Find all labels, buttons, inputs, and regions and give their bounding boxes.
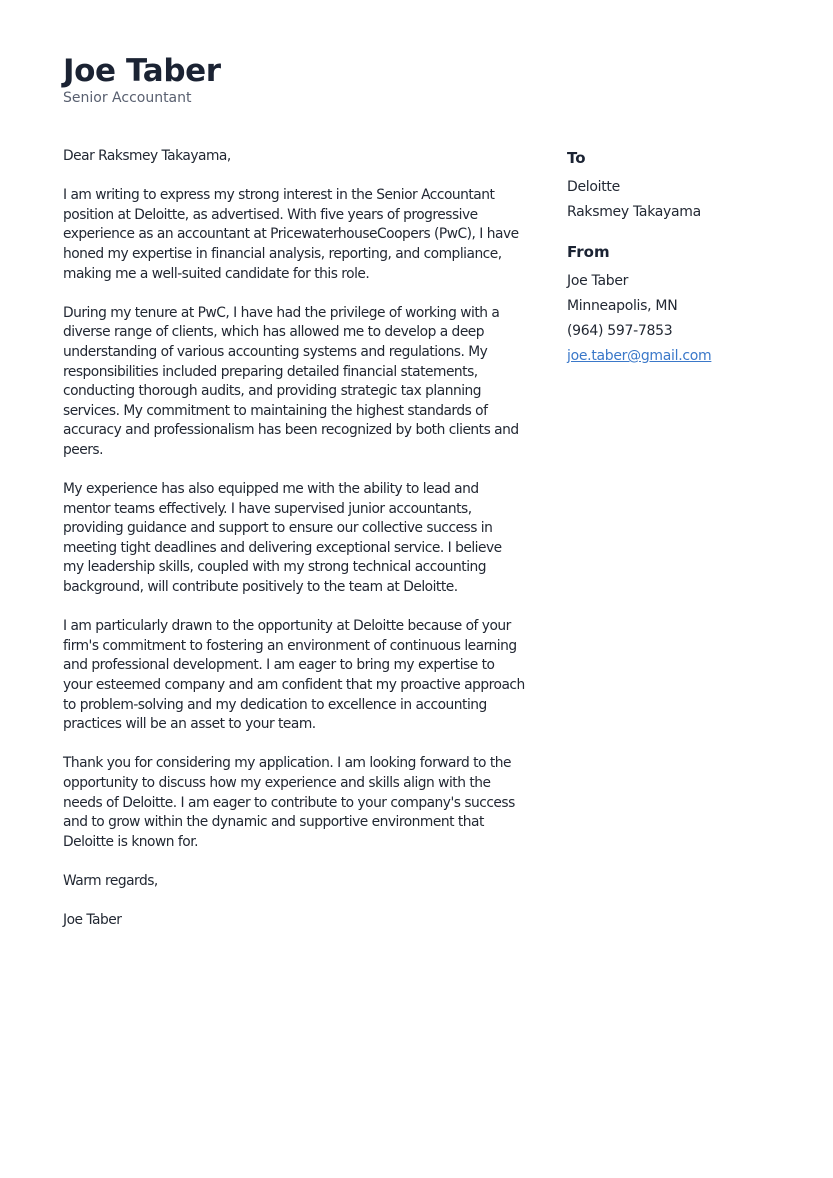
signature: Joe Taber <box>63 912 122 929</box>
sender-email-link[interactable]: joe.taber@gmail.com <box>567 348 712 364</box>
from-section <box>567 241 797 369</box>
sender-phone: (964) 597-7853 <box>567 323 673 339</box>
contact-sidebar <box>567 147 797 369</box>
sender-name: Joe Taber <box>567 273 629 289</box>
paragraph-1: I am writing to express my strong interest in the Senior Accountant position at Deloitte, as advertised. With five years of progressive experience as an accountant at PricewaterhouseCoopers (PwC), I have honed my expertise in financial analysis, reporting, and compliance, making me a well-suited candidate for this role. <box>63 187 519 282</box>
closing: Warm regards, <box>63 872 158 889</box>
applicant-title: Senior Accountant <box>63 90 192 106</box>
sender-email-row <box>567 344 797 369</box>
paragraph-5: Thank you for considering my application. I am looking forward to the opportunity to discuss how my experience and skills align with the needs of Deloitte. I am eager to contribute to your company's success and to grow within the dynamic and supportive environment that Deloitte is known for. <box>63 755 515 850</box>
recipient-company: Deloitte <box>567 179 620 195</box>
paragraph-3: My experience has also equipped me with the ability to lead and mentor teams effectively. I have supervised junior accountants, providing guidance and support to ensure our collective success in meeting tight deadlines and delivering exceptional service. I believe my leadership skills, coupled with my strong technical accounting background, will contribute positively to the team at Deloitte. <box>63 481 502 596</box>
to-section <box>567 147 797 225</box>
from-heading: From <box>567 243 610 261</box>
paragraph-4: I am particularly drawn to the opportunity at Deloitte because of your firm's commitment to fostering an environment of continuous learning and professional development. I am eager to bring my expertise to your esteemed company and am confident that my proactive approach to problem-solving and my dedication to excellence in accounting practices will be an asset to your team. <box>63 618 525 733</box>
to-heading: To <box>567 149 586 167</box>
letter-body <box>63 147 525 950</box>
applicant-name: Joe Taber <box>63 53 221 89</box>
salutation: Dear Raksmey Takayama, <box>63 148 231 164</box>
sender-location: Minneapolis, MN <box>567 298 678 314</box>
recipient-name: Raksmey Takayama <box>567 204 701 220</box>
paragraph-2: During my tenure at PwC, I have had the privilege of working with a diverse range of clients, which has allowed me to develop a deep understanding of various accounting systems and regulations. My responsibilities included preparing detailed financial statements, conducting thorough audits, and providing strategic tax planning services. My commitment to maintaining the highest standards of accuracy and professionalism has been recognized by both clients and peers. <box>63 304 519 458</box>
letter-header <box>63 52 221 107</box>
